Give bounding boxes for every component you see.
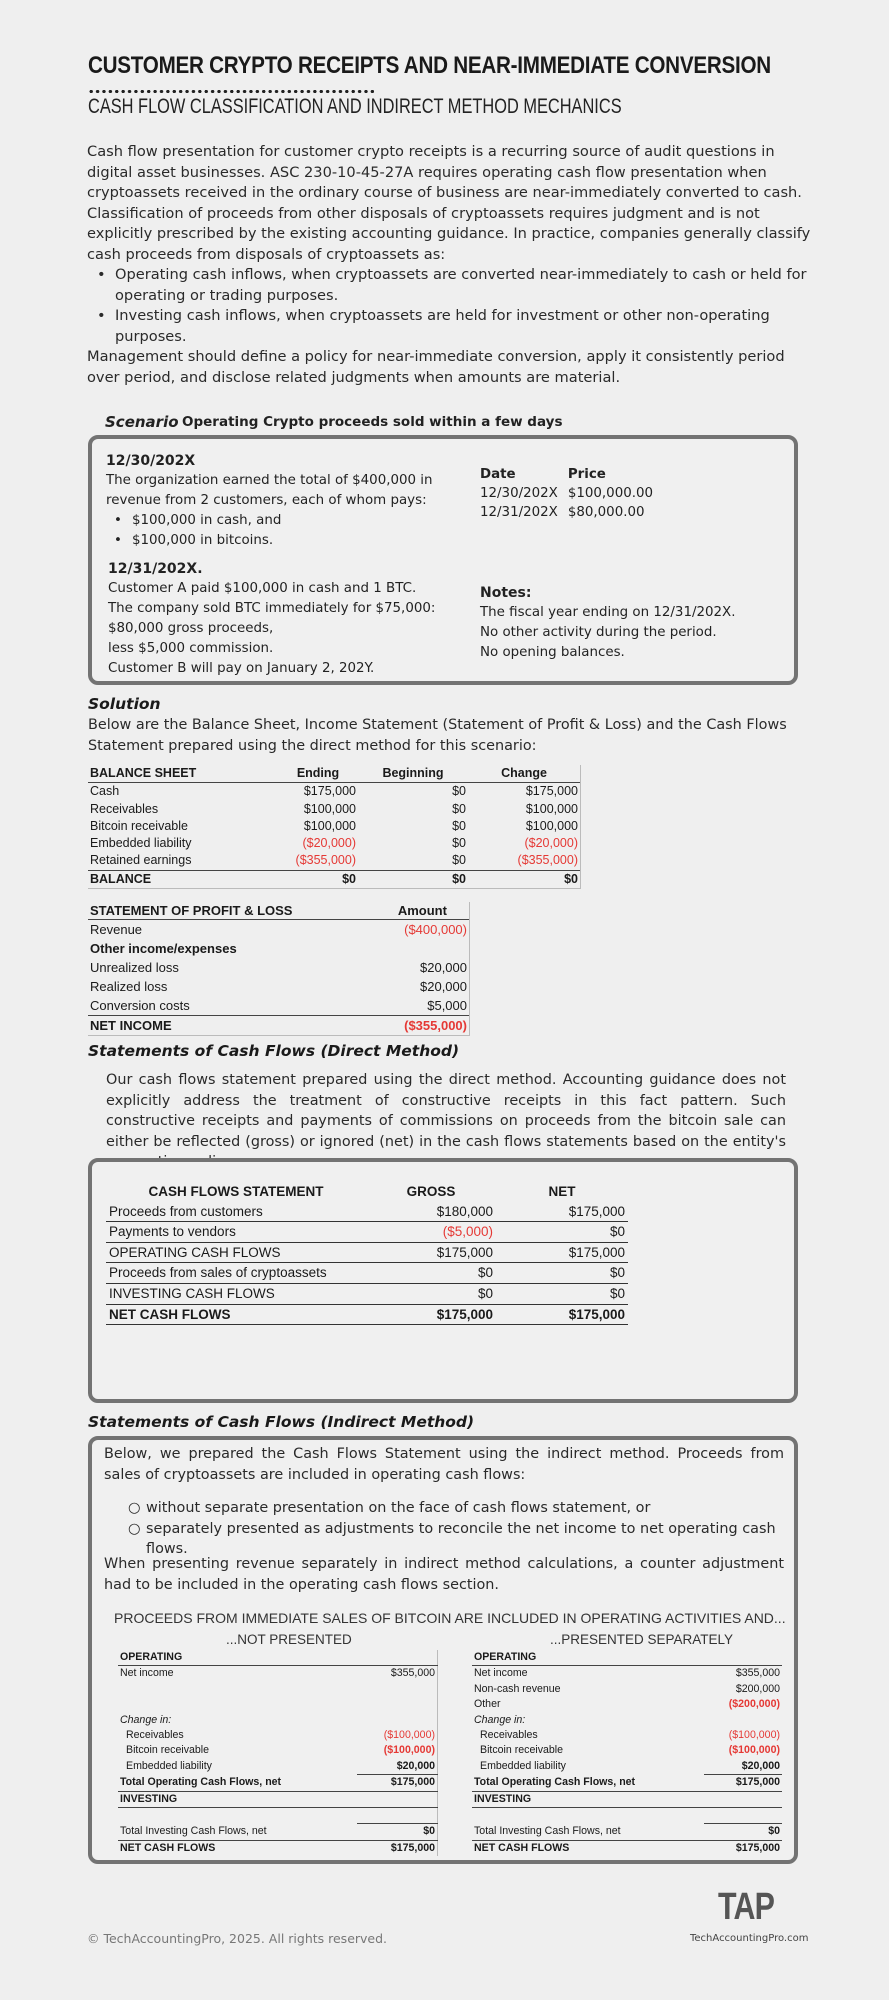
cf-cell: INVESTING CASH FLOWS — [106, 1283, 366, 1304]
list-item: • $100,000 in bitcoins. — [128, 531, 446, 551]
table-row — [88, 835, 580, 852]
ind-cell: $175,000 — [704, 1775, 782, 1791]
scenario-line: The company sold BTC immediately for $75,000: — [108, 601, 436, 616]
ind-cell: Total Investing Cash Flows, net — [472, 1824, 704, 1840]
cf-cell: $180,000 — [436, 1203, 493, 1219]
ind-cell: $20,000 — [357, 1759, 438, 1775]
scenario-day1-text: The organization earned the total of $400,000 in revenue from 2 customers, each of whom pays: — [106, 473, 433, 508]
bs-cell: $100,000 — [303, 818, 356, 833]
indirect-table-not-presented — [118, 1650, 438, 1856]
cash-flows-box — [88, 1158, 798, 1403]
bs-cell: $175,000 — [303, 784, 356, 799]
direct-method-text: Our cash flows statement prepared using the direct method. Accounting guidance does not explicitly address the treatment of constructive receipts in this fact pattern. Such constructive receipts and payments of commissions on proceeds from the bitcoin sale can either be reflected (gross) or ignored (net) in the cash flows statements based on the entity's — [106, 1072, 786, 1150]
table-row — [88, 783, 580, 801]
cf-cell: $175,000 — [366, 1304, 496, 1325]
bs-cell: $0 — [452, 853, 466, 868]
cf-cell: $175,000 — [496, 1304, 628, 1325]
ind-cell: OPERATING — [118, 1650, 438, 1666]
scenario-line: Customer A paid $100,000 in cash and 1 BTC. — [108, 581, 417, 596]
bs-cell: ($355,000) — [517, 853, 578, 868]
ind-cell: Total Operating Cash Flows, net — [472, 1775, 704, 1791]
intro-section — [87, 142, 815, 388]
scenario-box — [88, 435, 798, 685]
ind-cell: Other — [474, 1698, 501, 1711]
table-row — [106, 1202, 628, 1222]
ind-cell: Net income — [474, 1667, 528, 1680]
bs-cell: $0 — [278, 870, 358, 888]
bs-cell: $100,000 — [303, 801, 356, 816]
pl-cell: $20,000 — [420, 979, 467, 995]
scenario-notes — [480, 583, 780, 663]
table-row — [106, 1242, 628, 1263]
scenario-day1-bullets — [128, 511, 446, 551]
note-line: No opening balances. — [480, 645, 625, 660]
pl-cell: $20,000 — [420, 960, 467, 976]
note-line: The fiscal year ending on 12/31/202X. — [480, 605, 736, 620]
bs-cell: Bitcoin receivable — [90, 818, 188, 833]
ind-cell: Total Investing Cash Flows, net — [118, 1824, 357, 1840]
pl-header: STATEMENT OF PROFIT & LOSS — [88, 902, 376, 920]
left-caption: ...NOT PRESENTED — [226, 1632, 352, 1647]
page-title: CUSTOMER CRYPTO RECEIPTS AND NEAR-IMMEDIATE CONVERSION — [88, 52, 771, 79]
cf-cell: $0 — [496, 1263, 628, 1284]
profit-loss-table — [88, 902, 469, 1035]
pl-cell: NET INCOME — [88, 1016, 376, 1036]
cf-header: CASH FLOWS STATEMENT — [148, 1184, 324, 1199]
bs-cell: $0 — [468, 870, 580, 888]
bs-cell: $100,000 — [525, 818, 578, 833]
ind-cell: ($100,000) — [383, 1744, 435, 1757]
bs-cell: Retained earnings — [90, 853, 192, 868]
profit-loss — [88, 902, 470, 1036]
tap-logo: TAP — [718, 1886, 775, 1928]
solution-heading: Solution — [88, 695, 161, 713]
bs-header: Ending — [278, 765, 358, 783]
bs-cell: Receivables — [90, 801, 159, 816]
cf-cell: $175,000 — [568, 1203, 625, 1219]
ind-cell: $0 — [357, 1824, 438, 1840]
direct-method-heading: Statements of Cash Flows (Direct Method) — [88, 1042, 460, 1060]
indirect-method-box — [88, 1436, 798, 1864]
pl-header: Amount — [376, 902, 469, 920]
ind-cell: NET CASH FLOWS — [120, 1841, 216, 1854]
ind-cell: ($100,000) — [728, 1744, 780, 1757]
indirect-method-text-2: When presenting revenue separately in indirect method calculations, a counter adjustment had to be included in the operating cash flows section. — [104, 1556, 784, 1593]
ind-cell: Change in: — [474, 1713, 526, 1726]
notes-title: Notes: — [480, 585, 532, 601]
pl-cell: Other income/expenses — [90, 941, 237, 957]
ind-cell: Change in: — [120, 1713, 172, 1726]
pl-cell: Realized loss — [90, 979, 168, 995]
table-row — [88, 996, 469, 1016]
ind-cell: Total Operating Cash Flows, net — [118, 1775, 357, 1791]
ind-cell: $20,000 — [704, 1759, 782, 1775]
price-table — [480, 465, 663, 522]
ind-cell: $355,000 — [735, 1667, 780, 1680]
price-header-price: Price — [567, 467, 606, 482]
cf-header: NET — [548, 1184, 576, 1199]
bullet-text: separately presented as adjustments to reconcile the net income to net operating cash flows. — [146, 1520, 776, 1557]
table-row-total — [88, 1016, 469, 1036]
ind-cell: $175,000 — [390, 1841, 435, 1854]
bs-cell: Cash — [90, 784, 120, 799]
scenario-title: Operating Crypto proceeds sold within a few days — [182, 414, 563, 430]
list-item: ○ separately presented as adjustments to reconcile the net income to net operating cash flows. — [128, 1520, 776, 1557]
bs-header: BALANCE SHEET — [88, 765, 278, 783]
bs-cell: BALANCE — [88, 870, 278, 888]
scenario-day2 — [108, 559, 448, 679]
cf-header: GROSS — [406, 1184, 456, 1199]
ind-cell: $175,000 — [735, 1841, 780, 1854]
indirect-method-text: Below, we prepared the Cash Flows Statement using the indirect method. Proceeds from sales of cryptoassets are included in operating cash flows: — [104, 1446, 784, 1483]
price-value: $80,000.00 — [567, 505, 645, 520]
pl-cell: ($400,000) — [404, 922, 467, 938]
intro-bullets — [113, 265, 815, 347]
cf-cell: NET CASH FLOWS — [106, 1304, 366, 1325]
right-caption: ...PRESENTED SEPARATELY — [550, 1632, 734, 1647]
ind-cell: Non-cash revenue — [474, 1682, 561, 1695]
scenario-line: less $5,000 commission. — [108, 641, 274, 656]
table-row — [106, 1283, 628, 1304]
price-value: $100,000.00 — [567, 486, 654, 501]
bs-cell: ($20,000) — [524, 836, 578, 851]
balance-sheet-table — [88, 765, 580, 888]
bs-cell: $0 — [358, 870, 468, 888]
bs-cell: $0 — [452, 836, 466, 851]
cf-cell: ($5,000) — [366, 1222, 496, 1243]
ind-cell: Embedded liability — [126, 1760, 212, 1773]
cf-cell: $175,000 — [366, 1242, 496, 1263]
indirect-method-heading: Statements of Cash Flows (Indirect Method) — [88, 1413, 475, 1431]
price-date: 12/31/202X — [480, 505, 558, 520]
indirect-table-presented-separately — [472, 1650, 782, 1856]
list-item: • Investing cash inflows, when cryptoassets are held for investment or other non-operating purposes. — [113, 306, 815, 347]
bs-cell: $0 — [452, 818, 466, 833]
ind-cell: OPERATING — [472, 1650, 782, 1666]
intro-closing: Management should define a policy for near-immediate conversion, apply it consistently period over period, and disclose related judgments when amounts are material. — [87, 348, 785, 386]
ind-cell: ($200,000) — [728, 1698, 780, 1711]
cf-cell: OPERATING CASH FLOWS — [106, 1242, 366, 1263]
bs-cell: Embedded liability — [90, 836, 192, 851]
table-row — [88, 958, 469, 977]
table-row — [88, 920, 469, 940]
intro-paragraph: Cash flow presentation for customer crypto receipts is a recurring source of audit questions in digital asset businesses. ASC 230-10-45-27A requires operating cash flow presentation when cryptoassets received in the ordinary course of business are near-immediately converted to cash. Classification of proceeds from other disposals of cryptoassets requires judgment and is not explicitly prescribed by the existing accounting guidance. In practice, companies generally classify cash proceeds from disposals of cryptoassets as: — [87, 143, 811, 263]
price-header-date: Date — [480, 467, 516, 482]
pl-cell: ($355,000) — [376, 1016, 469, 1036]
ind-cell: $355,000 — [390, 1667, 435, 1680]
ind-cell: INVESTING — [118, 1791, 438, 1807]
pl-cell: Conversion costs — [90, 998, 190, 1014]
ind-cell: Bitcoin receivable — [480, 1744, 564, 1757]
ind-cell: Net income — [120, 1667, 174, 1680]
table-row-total — [106, 1304, 628, 1325]
copyright: © TechAccountingPro, 2025. All rights reserved. — [87, 1931, 388, 1946]
scenario-line: $80,000 gross proceeds, — [108, 621, 274, 636]
site-link[interactable]: TechAccountingPro.com — [690, 1933, 809, 1944]
table-row — [88, 818, 580, 835]
scenario-date-1: 12/30/202X — [106, 453, 196, 469]
bs-cell: $100,000 — [525, 801, 578, 816]
table-row-total — [88, 870, 580, 888]
bs-cell: $0 — [452, 801, 466, 816]
pl-cell: Unrealized loss — [90, 960, 179, 976]
cf-cell: $0 — [366, 1283, 496, 1304]
table-row — [88, 939, 469, 958]
ind-cell: Embedded liability — [480, 1760, 566, 1773]
bs-cell: $0 — [452, 784, 466, 799]
list-item: • $100,000 in cash, and — [128, 511, 446, 531]
cf-cell: Proceeds from sales of cryptoassets — [106, 1263, 366, 1284]
ind-cell: INVESTING — [472, 1791, 782, 1807]
table-row — [88, 801, 580, 818]
page-subtitle: CASH FLOW CLASSIFICATION AND INDIRECT METHOD MECHANICS — [88, 95, 622, 118]
table-row — [106, 1263, 628, 1284]
scenario-line: Customer B will pay on January 2, 202Y. — [108, 661, 375, 676]
indirect-bullets — [128, 1498, 786, 1560]
price-date: 12/30/202X — [480, 486, 558, 501]
bs-header: Beginning — [358, 765, 468, 783]
indirect-caption: PROCEEDS FROM IMMEDIATE SALES OF BITCOIN ARE INCLUDED IN OPERATING ACTIVITIES AND... — [114, 1610, 786, 1626]
cf-cell: $0 — [366, 1263, 496, 1284]
table-row — [106, 1222, 628, 1243]
bullet-text: without separate presentation on the face of cash flows statement, or — [146, 1500, 651, 1516]
ind-cell: ($100,000) — [383, 1729, 435, 1742]
table-row — [88, 852, 580, 870]
ind-cell: $200,000 — [735, 1682, 780, 1695]
list-item: • Operating cash inflows, when cryptoassets are converted near-immediately to cash or held for operating or trading purposes. — [113, 265, 815, 306]
cf-cell: Payments to vendors — [106, 1222, 366, 1243]
ind-cell: $175,000 — [357, 1775, 438, 1791]
solution-text: Below are the Balance Sheet, Income Statement (Statement of Profit & Loss) and the Cash Flows Statement prepared using the direct method for this scenario: — [88, 717, 787, 754]
table-row — [88, 977, 469, 996]
dotted-divider — [88, 89, 374, 94]
cf-cell: $175,000 — [496, 1242, 628, 1263]
ind-cell: Bitcoin receivable — [126, 1744, 210, 1757]
balance-sheet — [88, 765, 581, 889]
note-line: No other activity during the period. — [480, 625, 717, 640]
list-item: ○ without separate presentation on the face of cash flows statement, or — [128, 1500, 651, 1516]
ind-cell: NET CASH FLOWS — [474, 1841, 570, 1854]
cf-cell: Proceeds from customers — [109, 1203, 263, 1219]
ind-cell: $0 — [704, 1824, 782, 1840]
scenario-day1 — [106, 451, 446, 551]
bs-cell: $175,000 — [525, 784, 578, 799]
bs-cell: ($20,000) — [302, 836, 356, 851]
scenario-label: Scenario — [105, 413, 179, 431]
cf-cell: $0 — [496, 1283, 628, 1304]
ind-cell: Receivables — [480, 1729, 538, 1742]
pl-cell: $5,000 — [427, 998, 467, 1014]
pl-cell: Revenue — [90, 922, 143, 938]
cf-cell: $0 — [496, 1222, 628, 1243]
scenario-date-2: 12/31/202X. — [108, 561, 203, 577]
cash-flows-table — [106, 1182, 628, 1325]
bs-header: Change — [468, 765, 580, 783]
ind-cell: ($100,000) — [728, 1729, 780, 1742]
ind-cell: Receivables — [126, 1729, 184, 1742]
bs-cell: ($355,000) — [295, 853, 356, 868]
